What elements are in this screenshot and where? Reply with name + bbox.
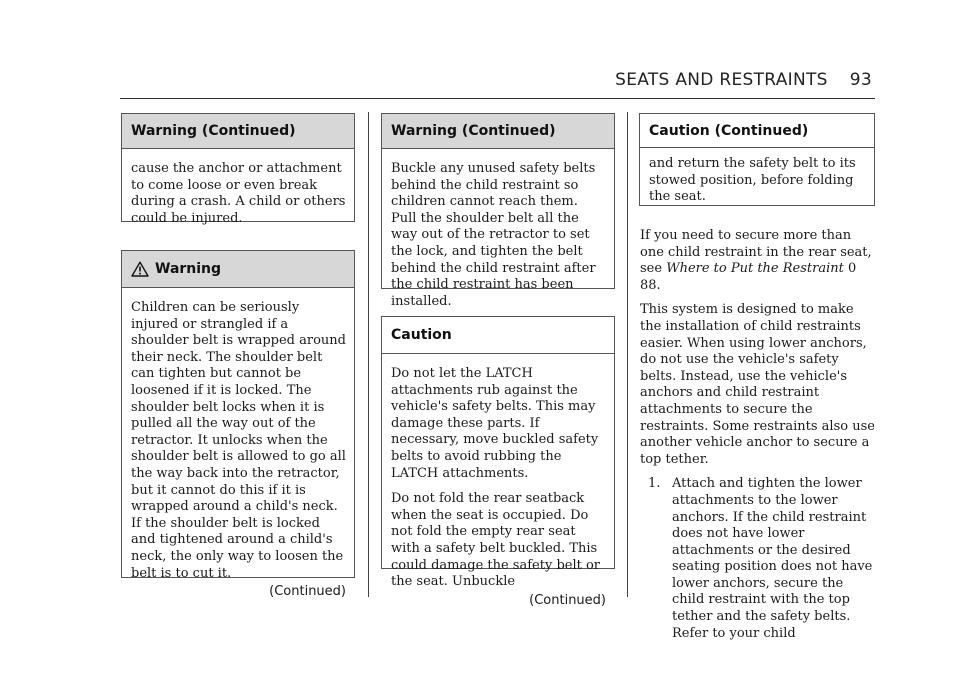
box-body <box>640 148 874 212</box>
list-number: 1. <box>648 476 661 492</box>
warning-triangle-icon <box>131 261 149 277</box>
box-header <box>122 251 354 288</box>
box-text: Buckle any unused safety belts behind the child restraint so children cannot reach them. Pull the shoulder belt all the way out of the retractor to set the lock, and tighten the belt behind the child restraint after the child restraint has been installed. <box>391 161 596 309</box>
body-text <box>640 228 876 642</box>
warning-continued-box-1 <box>121 113 355 226</box>
box-header <box>122 114 354 149</box>
running-header <box>615 70 872 90</box>
box-body <box>382 149 614 325</box>
steps-list <box>640 476 876 642</box>
box-title: Caution <box>391 327 452 343</box>
list-item <box>640 476 876 642</box>
box-para-1: Do not let the LATCH attachments rub against the vehicle's safety belts. This may damage these parts. If necessary, move buckled safety belts to avoid rubbing the LATCH attachments. <box>391 366 599 481</box>
box-title: Warning (Continued) <box>391 123 556 139</box>
box-text: and return the safety belt to its stowed position, before folding the seat. <box>649 156 856 205</box>
box-header <box>640 114 874 148</box>
cross-reference-link[interactable]: Where to Put the Restraint <box>666 261 844 277</box>
column-divider-1 <box>368 112 369 597</box>
paragraph-1: If you need to secure more than one child restraint in the rear seat, see Where to Put the Restraint 0 88. <box>640 228 872 293</box>
box-title: Caution (Continued) <box>649 122 809 139</box>
box-text: Children can be seriously injured or strangled if a shoulder belt is wrapped around their neck. The shoulder belt can tighten but cannot be loosened if it is locked. The shoulder belt locks when it is pulled all the way out of the retractor. It unlocks when the shoulder belt is allowed to go all the way back into the retractor, but it cannot do this if it is wrapped around a child's neck. If the shoulder belt is locked and tightened around a child's neck, the only way to loosen the belt is to cut it. <box>131 300 346 581</box>
box-title: Warning <box>155 261 222 277</box>
warning-continued-box-2 <box>381 113 615 309</box>
box-header <box>382 114 614 149</box>
section-title: SEATS AND RESTRAINTS <box>615 70 828 90</box>
header-rule <box>120 98 875 99</box>
page-reference: 0 88. <box>640 261 857 293</box>
box-para-2: Do not fold the rear seatback when the seat is occupied. Do not fold the empty rear seat with a safety belt buckled. This could damage the safety belt or the seat. Unbuckle <box>391 491 601 590</box>
box-body <box>122 149 354 242</box>
paragraph-2: This system is designed to make the installation of child restraints easier. When using lower anchors, do not use the vehicle's safety belts. Instead, use the vehicle's anchors and child restraint attachments to secure the restraints. Some restraints also use another vehicle anchor to secure a top tether. <box>640 302 875 467</box>
continued-label: (Continued) <box>529 592 606 608</box>
continued-label: (Continued) <box>269 584 346 600</box>
box-header <box>382 317 614 354</box>
column-divider-2 <box>627 112 628 597</box>
list-text: Attach and tighten the lower attachments to the lower anchors. If the child restraint does not have lower attachments or the desired seating position does not have lower anchors, secure the child restraint with the top tether and the safety belts. Refer to your child <box>672 476 873 641</box>
caution-continued-box <box>639 113 875 206</box>
warning-box <box>121 250 355 600</box>
box-title: Warning (Continued) <box>131 123 296 139</box>
box-text: cause the anchor or attachment to come loose or even break during a crash. A child or others could be injured. <box>131 161 346 226</box>
box-body <box>122 288 354 607</box>
caution-box <box>381 316 615 608</box>
page-number: 93 <box>849 70 872 90</box>
box-body <box>382 354 614 615</box>
